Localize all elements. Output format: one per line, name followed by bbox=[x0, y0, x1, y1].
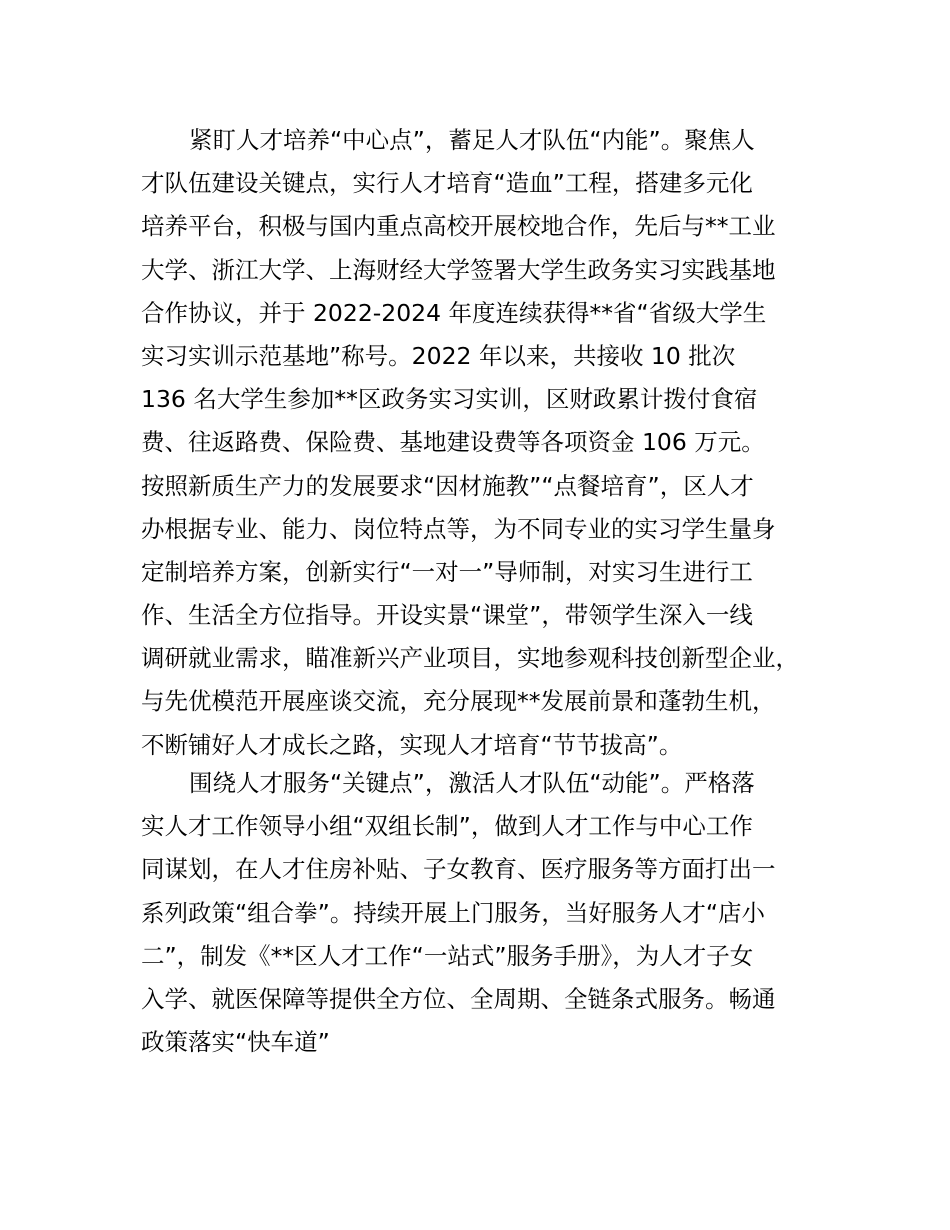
text-line: 作、生活全方位指导。开设实景“课堂”，带领学生深入一线 bbox=[141, 601, 753, 630]
text-line: 入学、就医保障等提供全方位、全周期、全链条式服务。畅通 bbox=[141, 984, 776, 1013]
text-line: 系列政策“组合拳”。持续开展上门服务，当好服务人才“店小 bbox=[141, 898, 766, 927]
text-line: 定制培养方案，创新实行“一对一”导师制，对实习生进行工 bbox=[141, 557, 753, 586]
text-line: 培养平台，积极与国内重点高校开展校地合作，先后与**工业 bbox=[141, 212, 776, 241]
text-line: 费、往返路费、保险费、基地建设费等各项资金 106 万元。 bbox=[141, 428, 765, 457]
text-line: 不断铺好人才成长之路，实现人才培育“节节拔高”。 bbox=[141, 730, 683, 759]
text-line: 按照新质生产力的发展要求“因材施教”“点餐培育”，区人才 bbox=[141, 471, 754, 500]
paragraph-talent-training bbox=[141, 119, 831, 767]
text-line: 政策落实“快车道” bbox=[141, 1028, 330, 1057]
text-line: 办根据专业、能力、岗位特点等，为不同专业的实习学生量身 bbox=[141, 514, 776, 543]
text-line: 大学、浙江大学、上海财经大学签署大学生政务实习实践基地 bbox=[141, 255, 776, 284]
text-line: 实人才工作领导小组“双组长制”，做到人才工作与中心工作 bbox=[141, 812, 753, 841]
text-line: 紧盯人才培养“中心点”，蓄足人才队伍“内能”。聚焦人 bbox=[189, 126, 755, 154]
text-line: 136 名大学生参加**区政务实习实训，区财政累计拨付食宿 bbox=[141, 385, 758, 414]
text-line: 二”，制发《**区人才工作“一站式”服务手册》，为人才子女 bbox=[141, 941, 754, 970]
text-line: 围绕人才服务“关键点”，激活人才队伍“动能”。严格落 bbox=[189, 769, 755, 797]
paragraph-talent-service bbox=[141, 762, 831, 1064]
text-line: 实习实训示范基地”称号。2022 年以来，共接收 10 批次 bbox=[141, 341, 736, 370]
text-line: 合作协议，并于 2022-2024 年度连续获得**省“省级大学生 bbox=[141, 298, 767, 327]
text-line: 调研就业需求，瞄准新兴产业项目，实地参观科技创新型企业， bbox=[141, 644, 799, 673]
text-line: 同谋划，在人才住房补贴、子女教育、医疗服务等方面打出一 bbox=[141, 855, 776, 884]
text-line: 才队伍建设关键点，实行人才培育“造血”工程，搭建多元化 bbox=[141, 169, 753, 198]
text-line: 与先优模范开展座谈交流，充分展现**发展前景和蓬勃生机， bbox=[141, 687, 776, 716]
